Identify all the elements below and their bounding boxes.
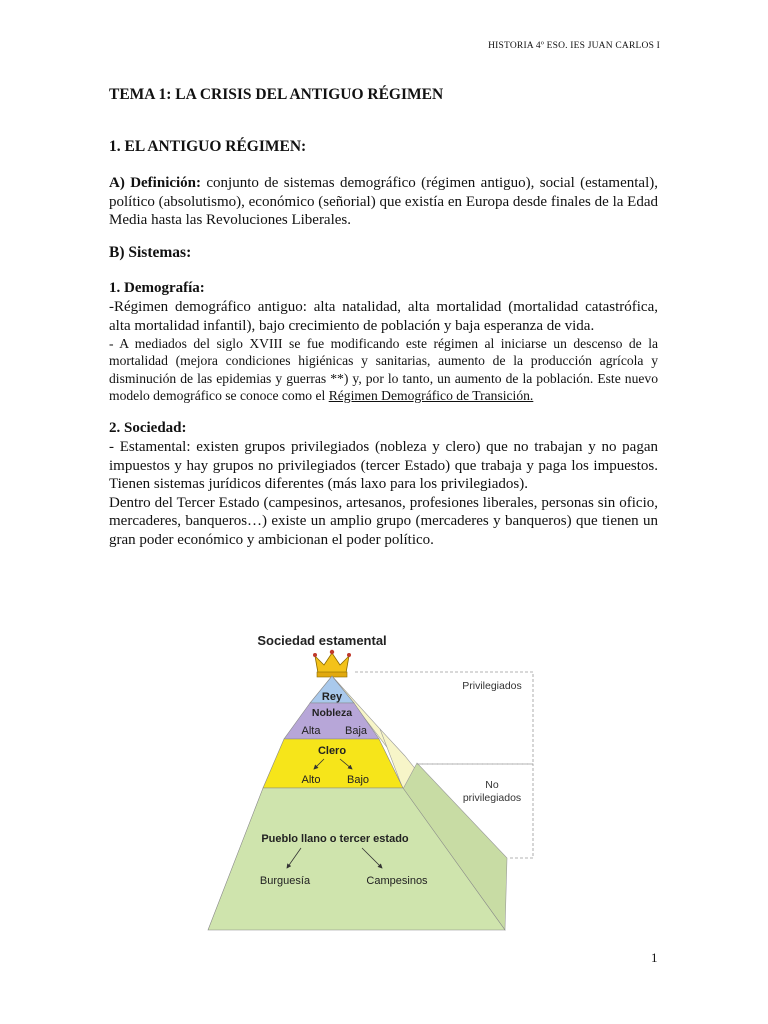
label-pueblo-llano: Pueblo llano o tercer estado [261, 833, 409, 845]
page-header: HISTORIA 4º ESO. IES JUAN CARLOS I [488, 41, 660, 51]
demografia-heading: 1. Demografía: [109, 279, 205, 296]
definition-text: conjunto de sistemas demográfico (régimen antiguo), social (estamental), político (absolutismo), económico (señorial) que existía en Europa desde finales de la Edad Media hasta las Revoluciones Liberales. [109, 175, 658, 228]
label-nobleza: Nobleza [311, 707, 353, 719]
label-burguesia: Burguesía [259, 875, 311, 887]
label-campesinos: Campesinos [366, 875, 428, 887]
sociedad-estamental-diagram [205, 628, 545, 933]
label-no-privilegiados-2: privilegiados [462, 792, 522, 804]
page-number: 1 [651, 950, 658, 965]
label-clero-bajo: Bajo [346, 774, 370, 786]
label-nobleza-baja: Baja [344, 725, 368, 737]
page-title: TEMA 1: LA CRISIS DEL ANTIGUO RÉGIMEN [109, 86, 444, 103]
document-body [109, 86, 658, 549]
definition-paragraph [109, 174, 658, 230]
label-nobleza-alta: Alta [301, 725, 321, 737]
label-rey: Rey [321, 691, 343, 703]
sociedad-heading: 2. Sociedad: [109, 419, 187, 436]
definition-label: A) Definición: [109, 175, 202, 191]
sociedad-paragraph-2: Dentro del Tercer Estado (campesinos, artesanos, profesiones liberales, personas sin oficio, mercaderes, banqueros…) existe un amplio grupo (mercaderes y banqueros) que tienen un gran poder económico y ambicionan el poder político. [109, 494, 658, 548]
section-heading-antiguo-regimen: 1. EL ANTIGUO RÉGIMEN: [109, 138, 307, 155]
regimen-transicion-link: Régimen Demográfico de Transición. [328, 388, 534, 404]
demografia-text-2: - A mediados del siglo XVIII se fue modificando este régimen al iniciarse un descenso de la mortalidad (mejora condiciones higiénicas y sanitarias, aumento de la producción agrícola y disminución de las epidemias y guerras **) y, por lo tanto, un aumento de la población. Este nuevo modelo demográfico se conoce como el [109, 336, 658, 404]
label-clero: Clero [317, 745, 347, 757]
demografia-paragraph-2 [109, 335, 658, 405]
crown-icon [313, 650, 351, 677]
sistemas-heading: B) Sistemas: [109, 243, 192, 261]
label-privilegiados: Privilegiados [462, 680, 522, 692]
label-no-privilegiados-1: No [485, 779, 499, 791]
diagram-title: Sociedad estamental [257, 633, 387, 648]
demografia-paragraph-1: -Régimen demográfico antiguo: alta natalidad, alta mortalidad (mortalidad catastrófica, alta mortalidad infantil), bajo crecimiento de población y baja esperanza de vida. [109, 299, 658, 334]
label-clero-alto: Alto [301, 774, 321, 786]
sociedad-paragraph-1: - Estamental: existen grupos privilegiados (nobleza y clero) que no trabajan y no pagan impuestos y hay grupos no privilegiados (tercer Estado) que trabaja y paga los impuestos. Tienen sistemas jurídicos diferentes (más laxo para los privilegiados). [109, 439, 658, 493]
